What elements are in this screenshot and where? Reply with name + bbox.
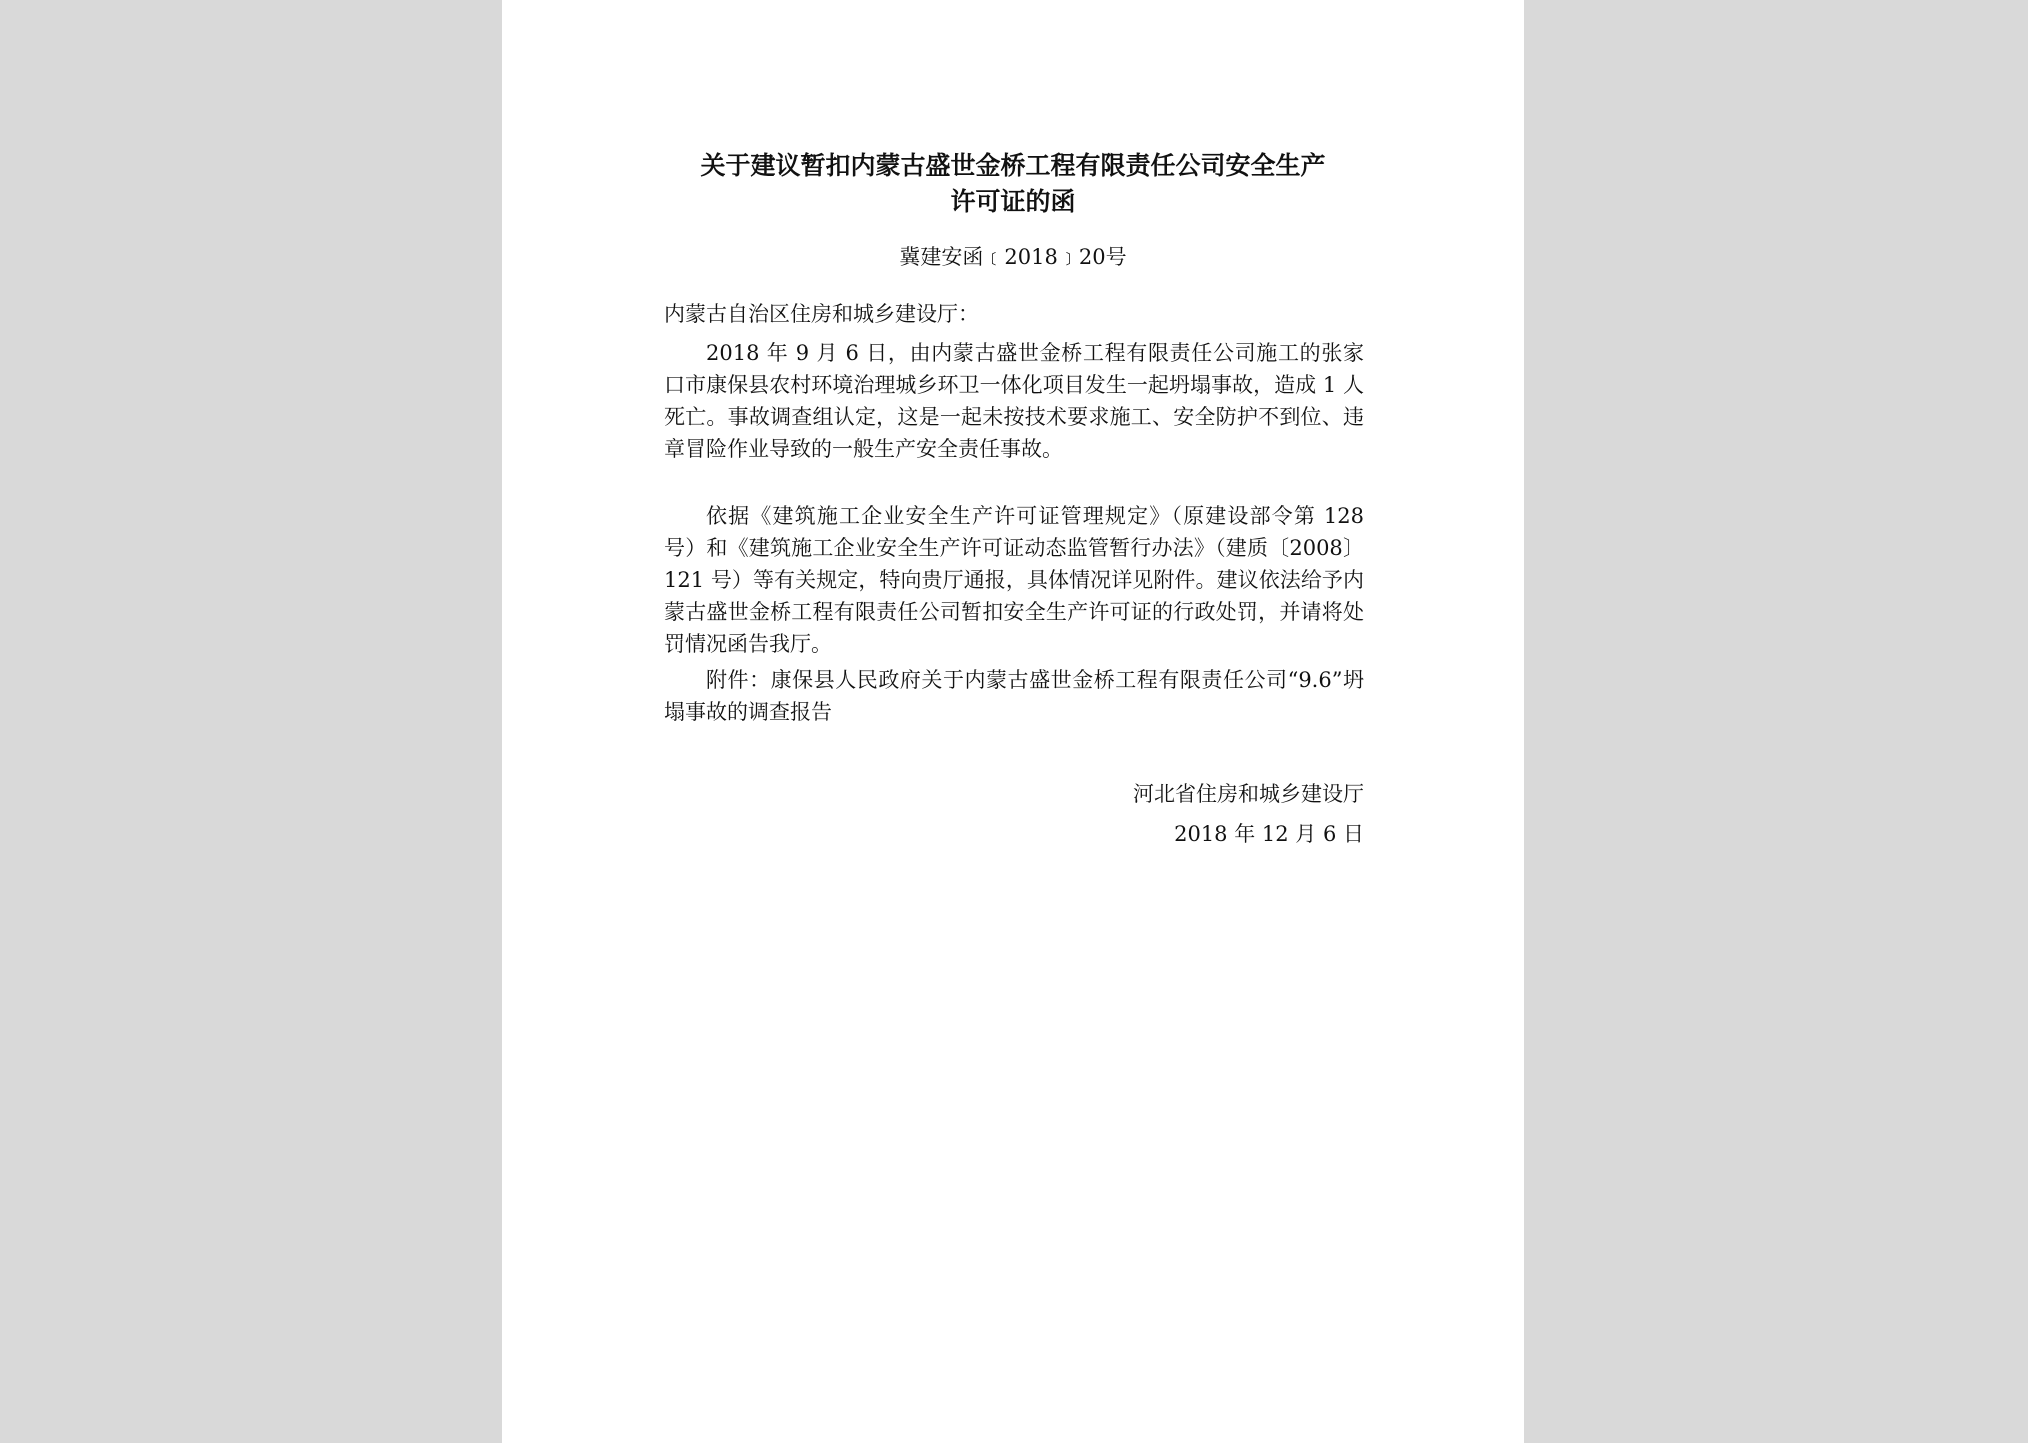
body-paragraph-2-block (664, 500, 1364, 660)
salutation: 内蒙古自治区住房和城乡建设厅： (664, 302, 979, 326)
attachment-note: 附件：康保县人民政府关于内蒙古盛世金桥工程有限责任公司“9.6”坍塌事故的调查报告 (664, 668, 1364, 724)
document-title-line-1: 关于建议暂扣内蒙古盛世金桥工程有限责任公司安全生产 (700, 151, 1326, 180)
body-paragraph-2: 依据《建筑施工企业安全生产许可证管理规定》（原建设部令第 128 号）和《建筑施工企业安全生产许可证动态监管暂行办法》（建质〔2008〕121 号）等有关规定，特向贵厅通报，具体情况详见附件。建议依法给予内蒙古盛世金桥工程有限责任公司暂扣安全生产许可证的行政处罚，并请将处罚情况函告我厅。 (664, 504, 1364, 656)
issuer-name: 河北省住房和城乡建设厅 (1133, 782, 1364, 806)
document-title-line-2: 许可证的函 (950, 187, 1076, 216)
attachment-block (664, 664, 1364, 728)
body-paragraph-1-block (664, 337, 1364, 465)
document-page (502, 0, 1524, 1443)
body-paragraph-1: 2018 年 9 月 6 日，由内蒙古盛世金桥工程有限责任公司施工的张家口市康保县农村环境治理城乡环卫一体化项目发生一起坍塌事故，造成 1 人死亡。事故调查组认定，这是一起未按技术要求施工、安全防护不到位、违章冒险作业导致的一般生产安全责任事故。 (664, 341, 1364, 461)
document-number: 冀建安函﹝2018﹞20号 (899, 245, 1127, 269)
issue-date: 2018 年 12 月 6 日 (1174, 822, 1364, 846)
